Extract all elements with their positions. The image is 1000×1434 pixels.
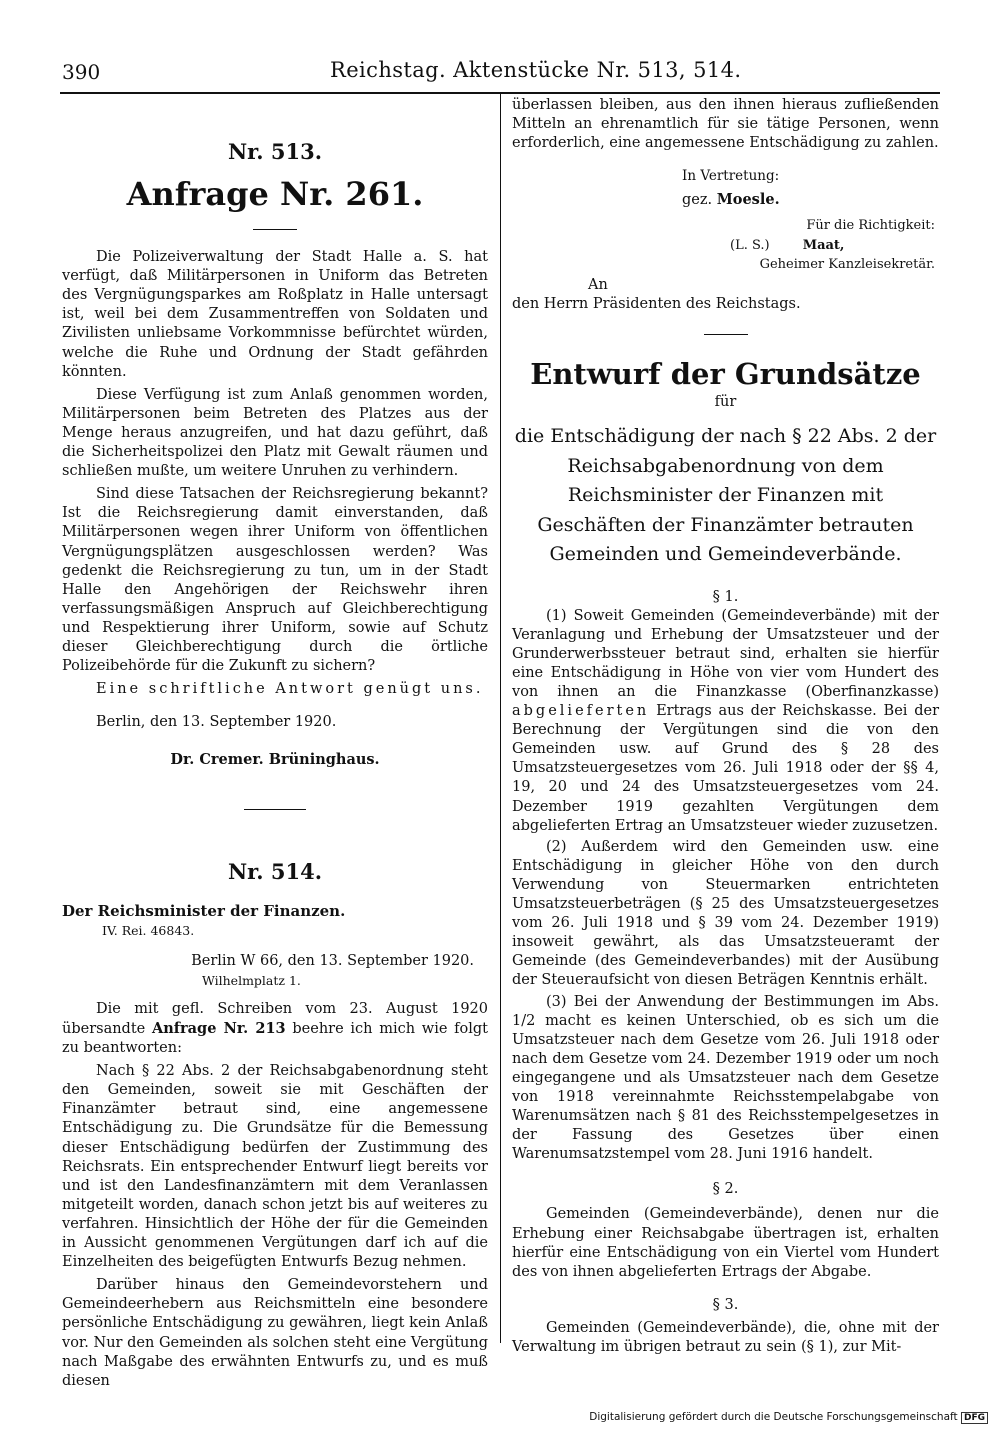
- doc513-title: Anfrage Nr. 261.: [126, 175, 424, 214]
- certifier-name: Maat,: [802, 237, 845, 253]
- doc513-para-4: Eine schriftliche Antwort genügt uns.: [96, 681, 484, 698]
- doc514-para-3: Darüber hinaus den Gemeindevorstehern und Gemeindeerhebern aus Reichsmitteln eine besondere persönliche Entschädigung zu gewähren, liegt kein Anlaß vor. Nur den Gemeinden als solchen steht eine Vergütung nach Maßgabe des erwähnten Entwurfs zu, und es muß diesen: [62, 1277, 488, 1389]
- footer-text: Digitalisierung gefördert durch die Deutsche Forschungsgemeinschaft: [589, 1411, 958, 1423]
- section-2-heading: § 2.: [712, 1181, 739, 1198]
- section-rule-right: [704, 334, 748, 335]
- right-column: [512, 96, 939, 1357]
- draft-subtitle: die Entschädigung der nach § 22 Abs. 2 der Reichsabgabenordnung von dem Reichsminister der Finanzen mit Geschäften der Finanzämter betrauten Gemeinden und Gemeindeverbände.: [514, 425, 937, 566]
- doc513-number: Nr. 513.: [227, 139, 323, 164]
- doc514-reference: IV. Rei. 46843.: [102, 922, 195, 938]
- addressee: den Herrn Präsidenten des Reichstags.: [512, 295, 801, 312]
- doc513-signers: Dr. Cremer. Brüninghaus.: [170, 751, 380, 769]
- title-rule: [253, 229, 297, 230]
- doc514-para-1: Die mit gefl. Schreiben vom 23. August 1920 übersandte Anfrage Nr. 213 beehre ich mich wie folgt zu beantworten:: [62, 1000, 489, 1057]
- section-3-heading: § 3.: [712, 1296, 739, 1313]
- certifier-title: Geheimer Kanzleisekretär.: [759, 256, 935, 272]
- addressee-an: An: [588, 276, 608, 293]
- section-1-para-3: (3) Bei der Anwendung der Bestimmungen im Abs. 1/2 macht es keinen Unterschied, ob es sich um die Umsatzsteuer nach dem Gesetze vom 26. Juli 1918 oder nach dem Gesetze vom 24. Dezember 1919 oder um noch eingegangene und als Umsatzsteuer nach dem Gesetze von 1918 vereinnahmte Reichsstempelabgabe von Warenumsätzen nach § 81 des Reichsstempelgesetzes in der Fassung des Gesetzes über einen Warenumsatzstempel vom 28. Juni 1916 handelt.: [512, 993, 939, 1163]
- doc513-para-1: Die Polizeiverwaltung der Stadt Halle a. S. hat verfügt, daß Militärpersonen in Uniform das Betreten des Vergnügungsparkes am Roßplatz in Halle untersagt ist, weil bei dem Zusammentreffen von Soldaten und Zivilisten unliebsame Vorkommnisse befürchtet würden, welche die Ruhe und Ordnung der Stadt gefährden könnten.: [62, 249, 488, 380]
- section-1-para-1: (1) Soweit Gemeinden (Gemeindeverbände) mit der Veranlagung und Erhebung der Umsatzsteuer und der Grunderwerbssteuer betraut sind, erhalten sie hierfür eine Entschädigung in Höhe von vier vom Hundert des von ihnen an die Finanzkasse (Oberfinanzkasse) abgelieferten Ertrags aus der Reichskasse. Bei der Berechnung der Vergütungen sind die von den Gemeinden usw. auf Grund des § 28 des Umsatzsteuergesetzes vom 26. Juli 1918 oder der §§ 4, 19, 20 und 24 des Umsatzsteuergesetzes vom 24. Dezember 1919 gezahlten Vergütungen dem abgelieferten Ertrag an Umsatzsteuer wieder zuzusetzen.: [512, 607, 939, 834]
- doc514-para-2: Nach § 22 Abs. 2 der Reichsabgabenordnung steht den Gemeinden, soweit sie mit Geschäften der Finanzämter betraut sind, eine angemessene Entschädigung zu. Die Grundsätze für die Bemessung dieser Entschädigung bedürfen der Zustimmung des Reichsrats. Ein entsprechender Entwurf liegt bereits vor und ist den Landesfinanzämtern mit dem Veranlassen mitgeteilt worden, danach schon jetzt bis auf weiteres zu verfahren. Hinsichtlich der Höhe der für die Gemeinden in Aussicht genommenen Vergütungen darf ich auf die Einzelheiten des beigefügten Entwurfs Bezug nehmen.: [62, 1063, 488, 1271]
- left-column: [62, 96, 488, 1391]
- section-2-para: Gemeinden (Gemeindeverbände), denen nur die Erhebung einer Reichsabgabe übertragen ist, erhalten hierfür eine Entschädigung von ein Viertel vom Hundert des von ihnen abgelieferten Ertrags der Abgabe.: [512, 1206, 939, 1280]
- draft-title: Entwurf der Grundsätze: [530, 356, 921, 391]
- section-1-para-2: (2) Außerdem wird den Gemeinden usw. eine Entschädigung in gleicher Höhe von den durch Verwendung von Steuermarken entrichteten Umsatzsteuerbeträgen (§ 25 des Umsatzsteuergesetzes vom 26. Juli 1918 und § 39 vom 24. Dezember 1919) insoweit gewährt, als das Umsatzsteueramt der Gemeinde (des Gemeindeverbandes) mit der Ausübung der Steueraufsicht von diesen Beträgen Kenntnis erhält.: [512, 838, 939, 989]
- column-divider: [500, 93, 501, 1343]
- section-3-para: Gemeinden (Gemeindeverbände), die, ohne mit der Verwaltung im übrigen betraut zu sein (§ 1), zur Mit-: [512, 1319, 939, 1355]
- section-1-heading: § 1.: [712, 588, 739, 605]
- doc513-para-2: Diese Verfügung ist zum Anlaß genommen worden, Militärpersonen beim Betreten des Platzes aus der Menge heraus anzugreifen, und hat dazu geführt, daß die Sicherheitspolizei den Platz mit Gewalt räumen und schließen mußte, um weitere Unruhen zu verhindern.: [62, 386, 488, 480]
- doc514-number: Nr. 514.: [227, 859, 323, 885]
- doc513-date: Berlin, den 13. September 1920.: [96, 714, 337, 731]
- doc513-para-3: Sind diese Tatsachen der Reichsregierung bekannt? Ist die Reichsregierung damit einverstanden, daß Militärpersonen wegen ihrer Uniform von öffentlichen Vergnügungsplätzen ausgeschlossen werden? Was gedenkt die Reichsregierung zu tun, um in der Stadt Halle den Angehörigen der Reichswehr ihren verfassungsmäßigen Anspruch auf Gleichberechtigung und Respektierung ihrer Uniform, sowie auf Schutz dieser Gleichberechtigung durch die örtliche Polizeibehörde für die Zukunft zu sichern?: [62, 486, 488, 675]
- doc514-place: Wilhelmplatz 1.: [202, 972, 301, 988]
- continuation-text: überlassen bleiben, aus den ihnen hieraus zufließenden Mitteln an ehrenamtlich für sie tätige Personen, wenn erforderlich, eine angemessene Entschädigung zu zahlen.: [512, 97, 939, 152]
- seal-line: (L. S.) Maat,: [730, 237, 845, 253]
- signature-name: Moesle.: [716, 191, 780, 209]
- doc514-date: Berlin W 66, den 13. September 1920.: [191, 952, 474, 969]
- vertretung: In Vertretung:: [682, 168, 780, 185]
- doc514-sender: Der Reichsminister der Finanzen.: [62, 901, 346, 920]
- section-rule: [244, 809, 306, 810]
- digitization-footer: [0, 1411, 988, 1424]
- page-header: [62, 58, 938, 88]
- signature-line: gez. Moesle.: [682, 191, 780, 209]
- running-title: Reichstag. Aktenstücke Nr. 513, 514.: [330, 58, 742, 82]
- dfg-logo: DFG: [961, 1412, 988, 1424]
- inquiry-reference: Anfrage Nr. 213: [151, 1020, 286, 1037]
- draft-fuer: für: [714, 393, 737, 410]
- certification-label: Für die Richtigkeit:: [806, 218, 935, 234]
- page-number: 390: [62, 60, 101, 84]
